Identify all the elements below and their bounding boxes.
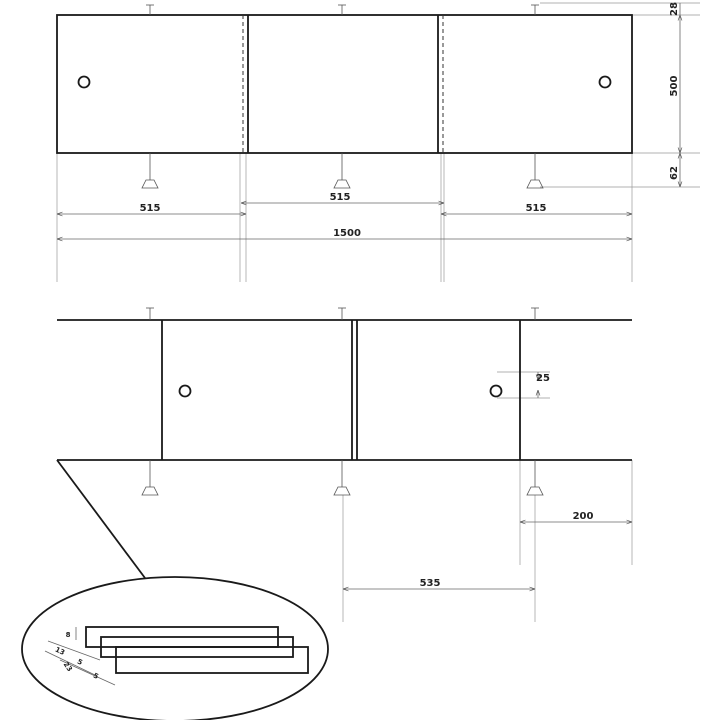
detail-dim-step-b: 5: [91, 671, 100, 681]
dim-panel-width-middle: 515: [329, 192, 351, 203]
detail-leader-line: [57, 460, 145, 578]
top-panel-frame: [57, 15, 632, 153]
detail-dim-step-a: 5: [75, 657, 84, 667]
detail-dimension-lines: [45, 627, 115, 685]
top-hole-left: [79, 77, 90, 88]
detail-dim-depth-a: 13: [53, 645, 66, 657]
dim-bottom-clearance: 62: [669, 166, 680, 180]
bottom-legs: [142, 460, 543, 495]
detail-profiles: [86, 627, 308, 673]
bottom-extension-lines: [343, 372, 632, 622]
dim-panel-width-left: 515: [139, 203, 161, 214]
top-extension-lines: [57, 3, 700, 282]
dim-top-clearance: 28: [669, 2, 680, 16]
detail-dim-depth-b: 23: [61, 660, 74, 674]
top-legs: [142, 153, 543, 188]
dim-right-offset: 200: [572, 511, 594, 522]
detail-dim-height: 8: [65, 631, 71, 639]
dim-panel-width-right: 515: [525, 203, 547, 214]
bottom-hole-left: [180, 386, 191, 397]
bottom-clips: [146, 308, 539, 320]
bottom-hole-right: [491, 386, 502, 397]
top-view: [57, 2, 700, 282]
dim-leg-spacing: 535: [419, 578, 441, 589]
dim-hole-diameter: 25: [536, 373, 550, 384]
top-clips: [146, 5, 539, 15]
dim-total-width: 1500: [333, 228, 361, 239]
bottom-dimension-lines: [343, 372, 632, 589]
detail-view: [22, 460, 328, 720]
dim-panel-height: 500: [669, 75, 680, 97]
top-hole-right: [600, 77, 611, 88]
